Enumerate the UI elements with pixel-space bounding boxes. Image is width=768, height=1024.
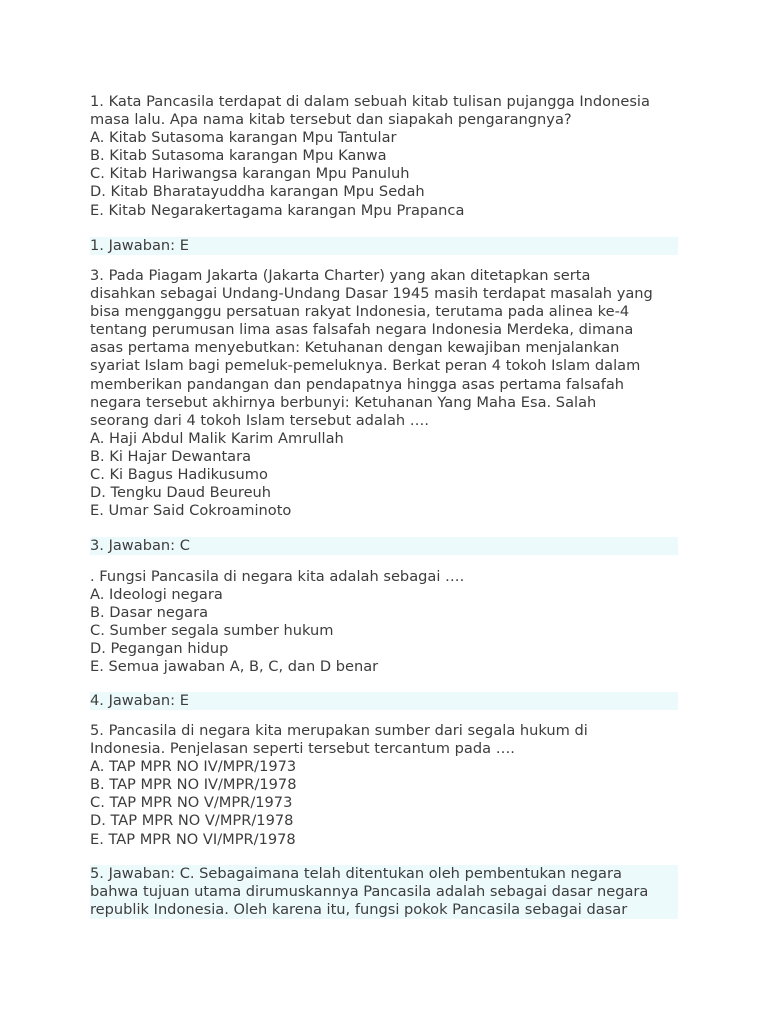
option-a: A. Kitab Sutasoma karangan Mpu Tantular [90,129,397,147]
answer-options [90,586,678,676]
question-block-3 [90,568,678,677]
question-block-4 [90,722,678,849]
question-text: . Fungsi Pancasila di negara kita adalah sebagai …. [90,568,465,585]
option-c: C. Ki Bagus Hadikusumo [90,466,268,484]
answer-box-3: 4. Jawaban: E [90,692,678,710]
option-a: A. Ideologi negara [90,586,223,604]
option-c: C. Kitab Hariwangsa karangan Mpu Panuluh [90,165,410,183]
answer-box-2: 3. Jawaban: C [90,537,678,555]
answer-options [90,129,678,219]
question-text: 5. Pancasila di negara kita merupakan sumber dari segala hukum di Indonesia. Penjelasan seperti tersebut tercantum pada …. [90,722,588,758]
option-e: E. TAP MPR NO VI/MPR/1978 [90,830,296,848]
option-e: E. Semua jawaban A, B, C, dan D benar [90,658,379,676]
option-b: B. Dasar negara [90,604,209,622]
question-text: 3. Pada Piagam Jakarta (Jakarta Charter) yang akan ditetapkan serta disahkan sebagai Undang-Undang Dasar 1945 masih terdapat masalah yang bisa mengganggu persatuan rakyat Indonesia, terutama pada alinea ke-4 tentang perumusan lima asas falsafah negara Indonesia Merdeka, dimana asas pertama menyebutkan: Ketuhanan dengan kewajiban menjalankan syariat Islam bagi pemeluk-pemeluknya. Berkat peran 4 tokoh Islam dalam memberikan pandangan dan pendapatnya hingga asas pertama falsafah negara tersebut akhirnya berbunyi: Ketuhanan Yang Maha Esa. Salah seorang dari 4 tokoh Islam tersebut adalah …. [90,267,653,429]
answer-box-4: 5. Jawaban: C. Sebagaimana telah ditentukan oleh pembentukan negara bahwa tujuan utama dirumuskannya Pancasila adalah sebagai dasar negara republik Indonesia. Oleh karena itu, fungsi pokok Pancasila sebagai dasar [90,865,678,919]
option-e: E. Umar Said Cokroaminoto [90,502,292,520]
option-b: B. TAP MPR NO IV/MPR/1978 [90,776,297,794]
option-a: A. Haji Abdul Malik Karim Amrullah [90,429,344,447]
option-a: A. TAP MPR NO IV/MPR/1973 [90,758,297,776]
option-d: D. TAP MPR NO V/MPR/1978 [90,812,294,830]
option-b: B. Kitab Sutasoma karangan Mpu Kanwa [90,147,387,165]
option-d: D. Tengku Daud Beureuh [90,484,272,502]
option-c: C. Sumber segala sumber hukum [90,622,334,640]
question-block-1 [90,93,678,220]
answer-options [90,430,678,520]
option-d: D. Pegangan hidup [90,640,229,658]
option-d: D. Kitab Bharatayuddha karangan Mpu Sedah [90,183,425,201]
answer-options [90,758,678,848]
answer-box-1: 1. Jawaban: E [90,237,678,255]
option-c: C. TAP MPR NO V/MPR/1973 [90,794,293,812]
question-block-2 [90,267,678,520]
question-text: 1. Kata Pancasila terdapat di dalam sebuah kitab tulisan pujangga Indonesia masa lalu. Apa nama kitab tersebut dan siapakah pengarangnya? [90,93,650,129]
option-e: E. Kitab Negarakertagama karangan Mpu Prapanca [90,201,465,219]
option-b: B. Ki Hajar Dewantara [90,447,252,465]
